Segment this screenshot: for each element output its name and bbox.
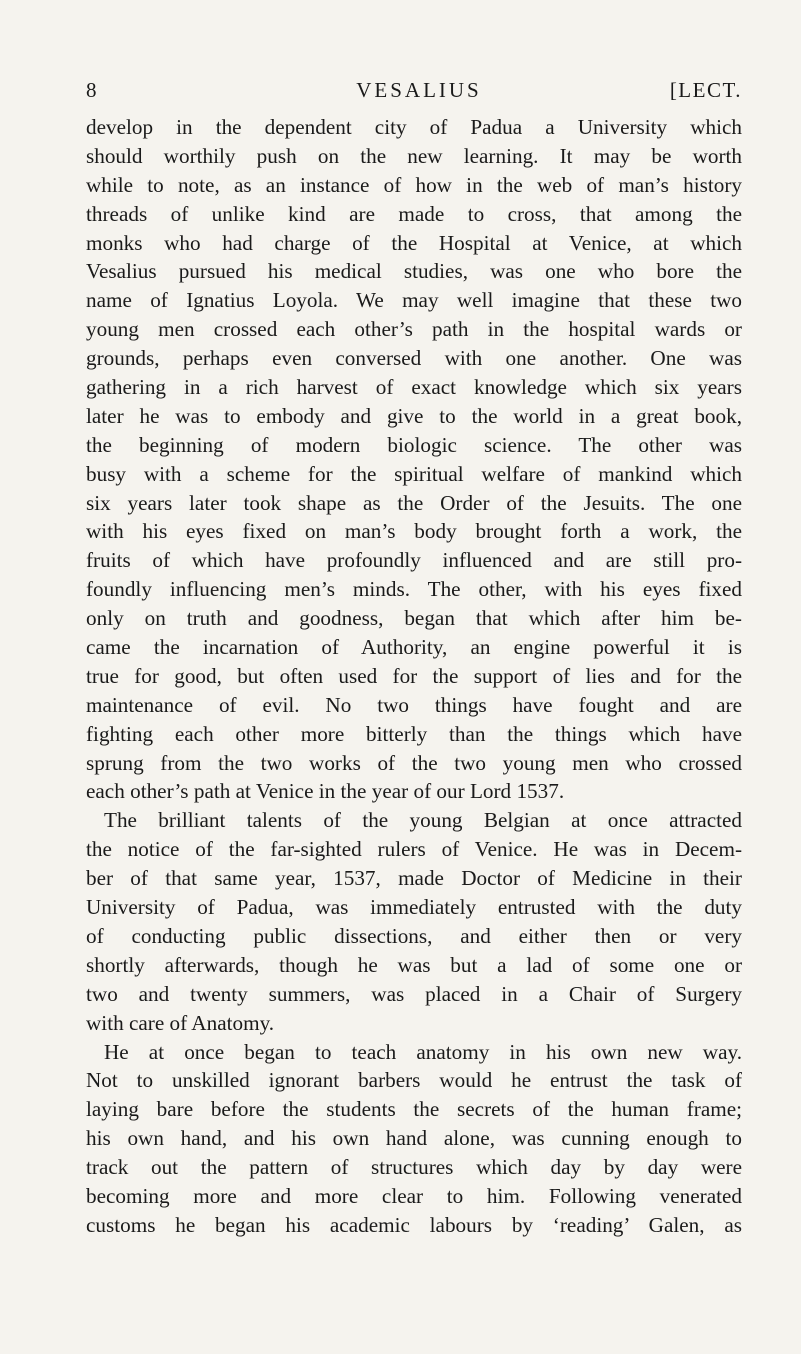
- running-head: [86, 74, 742, 106]
- text-line: two and twenty summers, was placed in a Chair of Surgery: [86, 981, 742, 1006]
- text-line: laying bare before the students the secrets of the human frame;: [86, 1097, 742, 1122]
- text-line: customs he began his academic labours by ‘reading’ Galen, as: [86, 1212, 742, 1237]
- text-line: busy with a scheme for the spiritual welfare of mankind which: [86, 461, 742, 486]
- text-line: threads of unlike kind are made to cross, that among the: [86, 201, 742, 226]
- text-line: gathering in a rich harvest of exact knowledge which six years: [86, 375, 742, 400]
- text-line: fruits of which have profoundly influenced and are still pro-: [86, 548, 742, 573]
- text-line: grounds, perhaps even conversed with one another. One was: [86, 346, 742, 371]
- text-line: should worthily push on the new learning. It may be worth: [86, 143, 742, 168]
- text-line: foundly influencing men’s minds. The other, with his eyes fixed: [86, 577, 742, 602]
- text-line: six years later took shape as the Order of the Jesuits. The one: [86, 490, 742, 515]
- text-line: the beginning of modern biologic science. The other was: [86, 432, 742, 457]
- paragraph-start-line: He at once began to teach anatomy in his own new way.: [104, 1039, 742, 1064]
- text-line: sprung from the two works of the two young men who crossed: [86, 750, 742, 775]
- text-line: University of Padua, was immediately entrusted with the duty: [86, 895, 742, 920]
- text-line: Vesalius pursued his medical studies, was one who bore the: [86, 259, 742, 284]
- text-line: young men crossed each other’s path in the hospital wards or: [86, 317, 742, 342]
- text-line: ber of that same year, 1537, made Doctor of Medicine in their: [86, 866, 742, 891]
- body-text: [86, 113, 742, 1240]
- text-line: only on truth and goodness, began that which after him be-: [86, 606, 742, 631]
- text-line: later he was to embody and give to the world in a great book,: [86, 403, 742, 428]
- text-line: monks who had charge of the Hospital at Venice, at which: [86, 230, 742, 255]
- text-line: name of Ignatius Loyola. We may well imagine that these two: [86, 288, 742, 313]
- section-marker: [LECT.: [669, 78, 742, 102]
- paragraph-end-line: with care of Anatomy.: [86, 1010, 275, 1035]
- text-line: becoming more and more clear to him. Following venerated: [86, 1183, 742, 1208]
- text-line: track out the pattern of structures which day by day were: [86, 1155, 742, 1180]
- text-line: the notice of the far-sighted rulers of Venice. He was in Decem-: [86, 837, 742, 862]
- text-line: while to note, as an instance of how in the web of man’s history: [86, 172, 742, 197]
- text-line: true for good, but often used for the support of lies and for the: [86, 663, 742, 688]
- text-line: Not to unskilled ignorant barbers would he entrust the task of: [86, 1068, 742, 1093]
- text-line: with his eyes fixed on man’s body brought forth a work, the: [86, 519, 742, 544]
- text-line: came the incarnation of Authority, an engine powerful it is: [86, 635, 742, 660]
- paragraph-end-line: each other’s path at Venice in the year of our Lord 1537.: [86, 779, 565, 804]
- text-line: shortly afterwards, though he was but a lad of some one or: [86, 952, 742, 977]
- text-line: of conducting public dissections, and either then or very: [86, 923, 742, 948]
- text-line: fighting each other more bitterly than the things which have: [86, 721, 742, 746]
- text-line: develop in the dependent city of Padua a University which: [86, 115, 742, 139]
- paragraph-start-line: The brilliant talents of the young Belgian at once attracted: [104, 808, 742, 833]
- text-line: maintenance of evil. No two things have fought and are: [86, 692, 742, 717]
- running-title: VESALIUS: [356, 78, 482, 102]
- text-line: his own hand, and his own hand alone, was cunning enough to: [86, 1126, 742, 1151]
- page-number: 8: [86, 78, 97, 102]
